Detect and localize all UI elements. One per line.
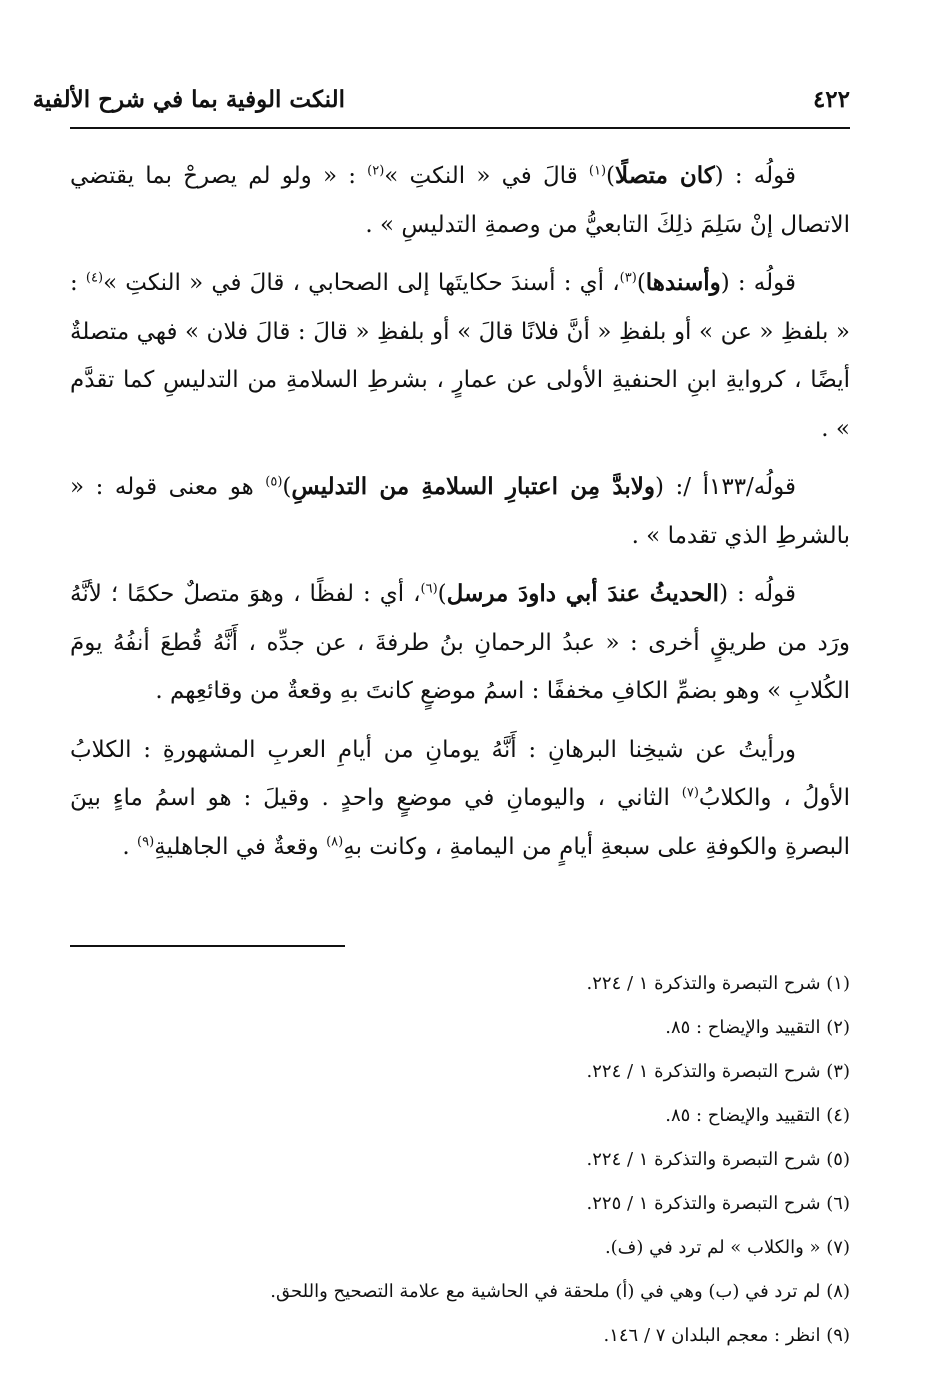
footnote: (٩) انظر : معجم البلدان ٧ / ١٤٦. [603,1325,850,1346]
footnote-rule [70,945,345,947]
footnote-ref[interactable]: (١) [588,163,607,179]
footnote: (٦) شرح التبصرة والتذكرة ١ / ٢٢٥. [586,1193,850,1214]
footnotes [70,962,850,1358]
footnote-ref[interactable]: (٧) [681,785,699,801]
paragraph: ورأيتُ عن شيخِنا البرهانِ : أَنَّهُ يومانِ من أيامِ العربِ المشهورةِ : الكلابُ الأولُ ، والكلابُ$^{(٧)}$ الثاني ، واليومانِ في موضعٍ واحدٍ . وقيلَ : هو اسمُ ماءٍ بينَ البصرةِ والكوفةِ على سبعةِ أيامٍ من اليمامةِ ، وكانت بهِ$^{(٨)}$ وقعةٌ في الجاهليةِ$^{(٩)}$ . [70,736,850,860]
quoted-phrase: ولابدَّ مِن اعتبارِ السلامةِ من التدليسِ [291,473,656,500]
book-page [32,0,850,1382]
quoted-phrase: الحديثُ عندَ أبي داودَ مرسل [446,580,720,607]
footnote: (٧) « والكلاب » لم ترد في (ف). [604,1237,850,1258]
page-header [32,82,850,122]
quoted-phrase: وأسندها [645,269,721,296]
paragraph: قولُه : (كان متصلًا)$^{(١)}$ قالَ في « النكتِ »$^{(٢)}$ : « ولو لم يصرحْ بما يقتضي الاتصال إنْ سَلِمَ ذلِكَ التابعيُّ من وصمةِ التدليسِ » . [70,162,850,238]
footnote-ref[interactable]: (٨) [326,833,344,849]
footnote: (٢) التقييد والإيضاح : ٨٥. [665,1017,850,1038]
footnote-ref[interactable]: (٤) [85,270,104,286]
footnote-ref[interactable]: (٥) [265,474,283,490]
running-title: النكت الوفية بما في شرح الألفية [32,86,345,113]
footnote: (٤) التقييد والإيضاح : ٨٥. [665,1105,850,1126]
header-rule [70,127,850,129]
paragraph: قولُه/١٣٣أ /: (ولابدَّ مِن اعتبارِ السلامةِ من التدليسِ)$^{(٥)}$ هو معنى قوله : « بالشرطِ الذي تقدما » . [70,473,850,549]
paragraph: قولُه : (وأسندها)$^{(٣)}$، أي : أسندَ حكايتَها إلى الصحابي ، قالَ في « النكتِ »$^{(٤)}$ : « بلفظِ « عن » أو بلفظِ « أنَّ فلانًا قالَ » أو بلفظِ « قالَ : قالَ فلان » فهي متصلةٌ أيضًا ، كروايةِ ابنِ الحنفيةِ الأولى عن عمارٍ ، بشرطِ السلامةِ من التدليسِ كما تقدَّم » . [70,269,850,442]
footnote-ref[interactable]: (٢) [367,163,385,179]
footnote-ref[interactable]: (٩) [137,833,155,849]
footnote: (٥) شرح التبصرة والتذكرة ١ / ٢٢٤. [586,1149,850,1170]
main-text [70,152,850,871]
footnote: (٣) شرح التبصرة والتذكرة ١ / ٢٢٤. [586,1061,850,1082]
footnote: (١) شرح التبصرة والتذكرة ١ / ٢٢٤. [586,973,850,994]
paragraph: قولُه : (الحديثُ عندَ أبي داودَ مرسل)$^{(٦)}$، أي : لفظًا ، وهوَ متصلٌ حكمًا ؛ لأنَّهُ ورَد من طريقٍ أخرى : « عبدُ الرحمانِ بنُ طرفةَ ، عن جدِّه ، أَنَّهُ قُطعَ أنفُهُ يومَ الكُلابِ » وهو بضمِّ الكافِ مخففًا : اسمُ موضعٍ كانتَ بهِ وقعةٌ من وقائعِهم . [70,580,850,704]
footnote-ref[interactable]: (٦) [420,581,438,597]
page-number: ٤٢٢ [812,86,850,113]
footnote-ref[interactable]: (٣) [619,270,637,286]
footnote: (٨) لم ترد في (ب) وهي في (أ) ملحقة في الحاشية مع علامة التصحيح واللحق. [270,1281,850,1302]
quoted-phrase: كان متصلًا [615,162,715,189]
